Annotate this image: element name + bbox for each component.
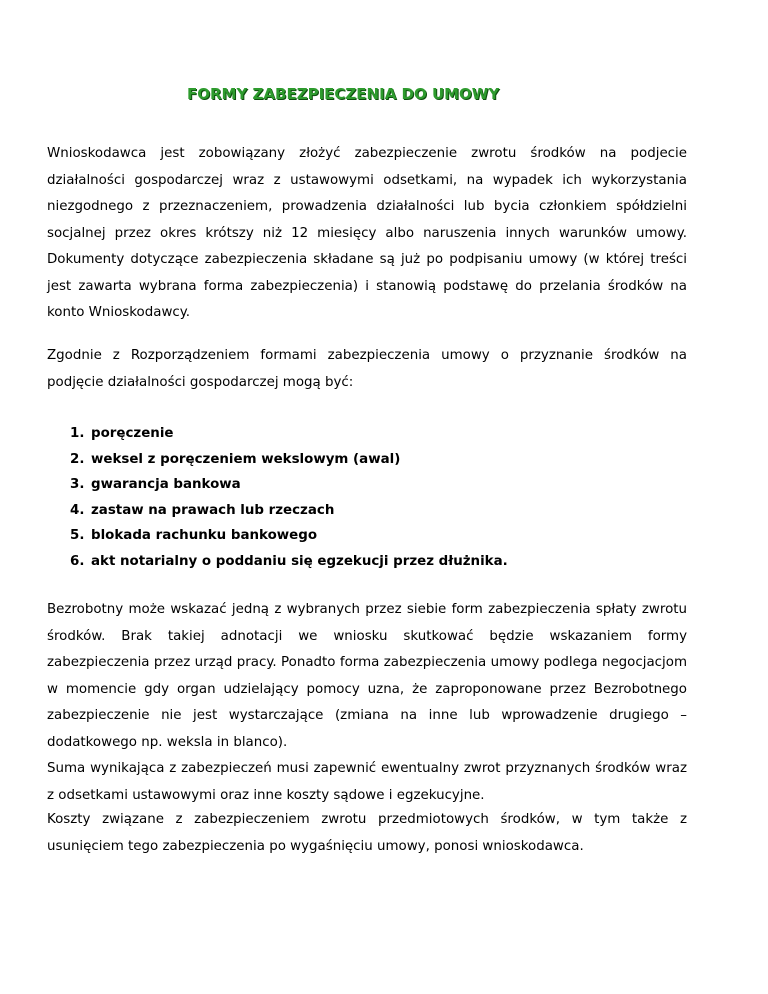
security-forms-list (70, 421, 508, 574)
list-item-text: gwarancja bankowa (91, 477, 241, 492)
list-item-number: 4. (70, 502, 85, 518)
list-item (70, 421, 508, 447)
list-item-number: 3. (70, 477, 85, 492)
paragraph-regulation: Zgodnie z Rozporządzeniem formami zabezpieczenia umowy o przyznanie środków na podjęcie działalności gospodarczej mogą być: (47, 348, 687, 390)
list-item-number: 2. (70, 451, 85, 467)
paragraph-intro: Wnioskodawca jest zobowiązany złożyć zabezpieczenie zwrotu środków na podjecie działalności gospodarczej wraz z ustawowymi odsetkami, na wypadek ich wykorzystania niezgodnego z przeznaczeniem, prowadzenia działalności lub bycia członkiem spółdzielni socjalnej przez okres krótszy niż 12 miesięcy albo naruszenia innych warunków umowy. Dokumenty dotyczące zabezpieczenia składane są już po podpisaniu umowy (w której treści jest zawarta wybrana forma zabezpieczenia) i stanowią podstawę do przelania środków na konto Wnioskodawcy. (47, 146, 687, 320)
document-title: FORMY ZABEZPIECZENIA DO UMOWY (187, 85, 500, 103)
paragraph-choice: Bezrobotny może wskazać jedną z wybranych przez siebie form zabezpieczenia spłaty zwrotu środków. Brak takiej adnotacji we wniosku skutkować będzie wskazaniem formy zabezpieczenia przez urząd pracy. Ponadto forma zabezpieczenia umowy podlega negocjacjom w momencie gdy organ udzielający pomocy uzna, że zaproponowane przez Bezrobotnego zabezpieczenie nie jest wystarczające (zmiana na inne lub wprowadzenie drugiego – dodatkowego np. weksla in blanco). (47, 602, 687, 750)
list-item-text: poręczenie (91, 426, 174, 441)
list-item-number: 1. (70, 426, 85, 441)
list-item (70, 498, 508, 524)
list-item-number: 5. (70, 528, 85, 543)
list-item-text: weksel z poręczeniem wekslowym (awal) (91, 451, 401, 467)
list-item (70, 549, 508, 575)
list-item-text: akt notarialny o poddaniu się egzekucji przez dłużnika. (91, 553, 508, 569)
list-item (70, 472, 508, 498)
list-item-text: blokada rachunku bankowego (91, 528, 318, 543)
list-item-number: 6. (70, 553, 85, 569)
list-item-text: zastaw na prawach lub rzeczach (91, 502, 335, 518)
paragraph-sum: Suma wynikająca z zabezpieczeń musi zapewnić ewentualny zwrot przyznanych środków wraz z odsetkami ustawowymi oraz inne koszty sądowe i egzekucyjne. (47, 761, 687, 803)
paragraph-costs: Koszty związane z zabezpieczeniem zwrotu przedmiotowych środków, w tym także z usunięciem tego zabezpieczenia po wygaśnięciu umowy, ponosi wnioskodawca. (47, 812, 687, 854)
list-item (70, 447, 508, 473)
list-item (70, 523, 508, 549)
